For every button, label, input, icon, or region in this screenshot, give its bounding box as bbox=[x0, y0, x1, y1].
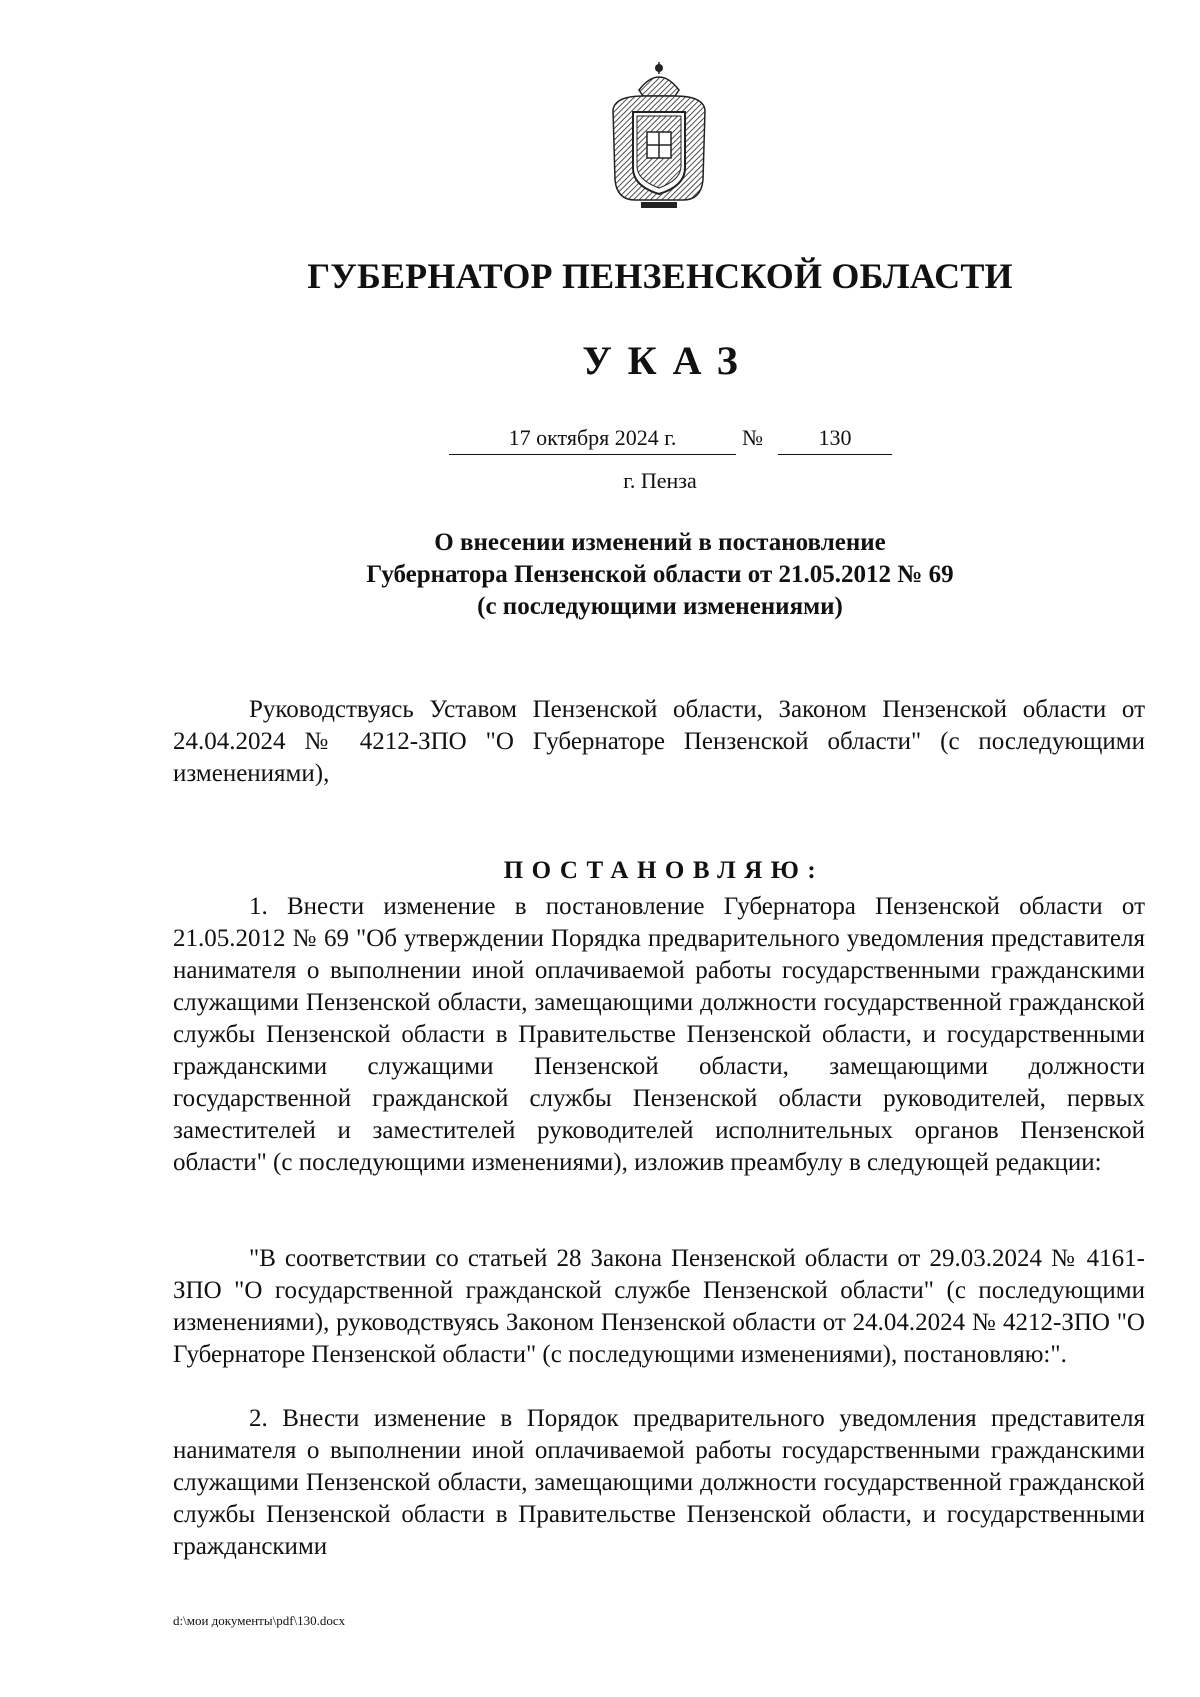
preamble-paragraph: Руководствуясь Уставом Пензенской области, Законом Пензенской области от 24.04.2024 № 4212-ЗПО "О Губернаторе Пензенской области" (с последующими изменениями), bbox=[173, 696, 1145, 787]
quoted-preamble-paragraph: "В соответствии со статьей 28 Закона Пензенской области от 29.03.2024 № 4161-ЗПО "О государственной гражданской службе Пензенской области" (с последующими изменениями), руководствуясь Законом Пензенской области от 24.04.2024 № 4212-ЗПО "О Губернаторе Пензенской области" (с последующими изменениями), постановляю:". bbox=[173, 1245, 1145, 1368]
document-number: 130 bbox=[778, 424, 892, 455]
number-sign: № bbox=[742, 425, 763, 450]
document-subject bbox=[300, 527, 1020, 623]
item-2-paragraph: 2. Внести изменение в Порядок предварительного уведомления представителя нанимателя о выполнении иной оплачиваемой работы государственными гражданскими служащими Пензенской области, замещающими должности государственной гражданской службы Пензенской области в Правительстве Пензенской области, и государственными гражданскими bbox=[173, 1405, 1145, 1560]
coat-of-arms-icon bbox=[603, 60, 715, 210]
file-path-footer: d:\мои документы\pdf\130.docx bbox=[173, 1613, 346, 1628]
document-type: УКАЗ bbox=[582, 338, 754, 383]
subject-line-1: О внесении изменений в постановление bbox=[434, 529, 886, 556]
subject-line-2: Губернатора Пензенской области от 21.05.2012 № 69 bbox=[366, 561, 954, 588]
issuer-title: ГУБЕРНАТОР ПЕНЗЕНСКОЙ ОБЛАСТИ bbox=[307, 256, 1013, 296]
city: г. Пенза bbox=[623, 468, 697, 493]
document-date: 17 октября 2024 г. bbox=[449, 424, 736, 455]
item-1-paragraph: 1. Внести изменение в постановление Губернатора Пензенской области от 21.05.2012 № 69 "Об утверждении Порядка предварительного уведомления представителя нанимателя о выполнении иной оплачиваемой работы государственными гражданскими служащими Пензенской области, замещающими должности государственной гражданской службы Пензенской области в Правительстве Пензенской области, и государственными гражданскими служащими Пензенской области, замещающими должности государственной гражданской службы Пензенской области руководителей, первых заместителей и заместителей руководителей исполнительных органов Пензенской области" (с последующими изменениями), изложив преамбулу в следующей редакции: bbox=[173, 893, 1145, 1176]
resolve-heading: ПОСТАНОВЛЯЮ: bbox=[503, 857, 825, 884]
subject-line-3: (с последующими изменениями) bbox=[477, 593, 843, 620]
